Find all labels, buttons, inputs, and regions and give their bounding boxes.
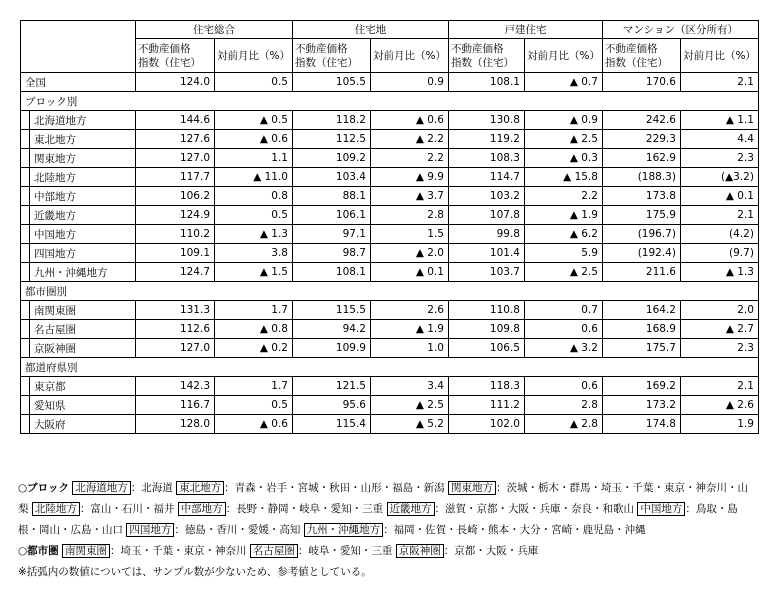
index-value-cell: 162.9 — [602, 149, 680, 168]
section-label: 都市圏別 — [21, 282, 759, 301]
yoy-value-cell: ▲ 1.3 — [680, 263, 758, 282]
metro-name-box: 京阪神圏 — [396, 544, 444, 558]
yoy-value-cell: ▲ 5.2 — [370, 415, 448, 434]
yoy-column-header: 対前月比（%） — [215, 39, 293, 73]
index-value-cell: 124.7 — [136, 263, 215, 282]
block-name-box: 四国地方 — [126, 523, 174, 537]
yoy-value-cell: ▲ 1.3 — [215, 225, 293, 244]
block-prefectures: ：鳥取・島根・岡山・広島・山口 — [18, 503, 738, 536]
index-value-cell: 170.6 — [602, 73, 680, 92]
index-value-cell: 112.5 — [292, 130, 370, 149]
index-value-cell: 115.5 — [292, 301, 370, 320]
index-value-cell: 98.7 — [292, 244, 370, 263]
yoy-column-header: 対前月比（%） — [370, 39, 448, 73]
index-value-cell: 101.4 — [448, 244, 524, 263]
yoy-value-cell: 2.1 — [680, 206, 758, 225]
index-value-cell: 106.5 — [448, 339, 524, 358]
indent-cell — [21, 263, 30, 282]
yoy-value-cell: 2.2 — [524, 187, 602, 206]
index-value-cell: (192.4) — [602, 244, 680, 263]
yoy-value-cell: ▲ 0.2 — [215, 339, 293, 358]
index-value-cell: 127.6 — [136, 130, 215, 149]
index-value-cell: 109.9 — [292, 339, 370, 358]
yoy-value-cell: 4.4 — [680, 130, 758, 149]
indent-cell — [21, 339, 30, 358]
index-value-cell: 118.2 — [292, 111, 370, 130]
section-row — [21, 282, 759, 301]
index-value-cell: 108.1 — [448, 73, 524, 92]
block-prefectures: ：茨城・栃木・群馬・埼玉・千葉・東京・神奈川・山梨 — [18, 482, 748, 515]
index-column-header — [602, 39, 680, 73]
indent-cell — [21, 320, 30, 339]
indent-cell — [21, 206, 30, 225]
footnote: ※括弧内の数値については、サンプル数が少ないため、参考値としている。 — [18, 566, 372, 578]
yoy-value-cell: 2.3 — [680, 339, 758, 358]
row-label: 愛知県 — [30, 396, 136, 415]
yoy-value-cell: 5.9 — [524, 244, 602, 263]
table-row — [21, 339, 759, 358]
yoy-value-cell: ▲ 1.1 — [680, 111, 758, 130]
table-row — [21, 187, 759, 206]
index-value-cell: 168.9 — [602, 320, 680, 339]
row-label: 近畿地方 — [30, 206, 136, 225]
yoy-value-cell: ▲ 2.7 — [680, 320, 758, 339]
block-prefectures: ：長野・静岡・岐阜・愛知・三重 — [225, 503, 384, 515]
yoy-value-cell: 0.6 — [524, 320, 602, 339]
index-header-line: 指数（住宅） — [604, 56, 668, 69]
block-name-box: 中国地方 — [637, 502, 685, 516]
index-value-cell: 95.6 — [292, 396, 370, 415]
yoy-value-cell: ▲ 15.8 — [524, 168, 602, 187]
yoy-value-cell: 1.5 — [370, 225, 448, 244]
index-header-line: 不動産価格 — [138, 42, 191, 55]
row-label: 中国地方 — [30, 225, 136, 244]
yoy-value-cell: ▲ 0.5 — [215, 111, 293, 130]
indent-cell — [21, 377, 30, 396]
block-notes — [18, 478, 758, 541]
yoy-value-cell: 1.0 — [370, 339, 448, 358]
yoy-value-cell: 2.2 — [370, 149, 448, 168]
block-name-box: 九州・沖縄地方 — [304, 523, 384, 537]
table-row — [21, 111, 759, 130]
index-value-cell: 94.2 — [292, 320, 370, 339]
index-value-cell: 106.1 — [292, 206, 370, 225]
index-value-cell: 102.0 — [448, 415, 524, 434]
indent-cell — [21, 225, 30, 244]
block-notes-heading: ○ブロック — [18, 482, 69, 494]
yoy-value-cell: ▲ 2.5 — [370, 396, 448, 415]
index-header-line: 不動産価格 — [604, 42, 658, 55]
yoy-value-cell: 2.8 — [370, 206, 448, 225]
index-value-cell: (196.7) — [602, 225, 680, 244]
index-value-cell: 173.2 — [602, 396, 680, 415]
index-value-cell: 110.8 — [448, 301, 524, 320]
index-value-cell: 107.8 — [448, 206, 524, 225]
yoy-value-cell: ▲ 0.6 — [370, 111, 448, 130]
yoy-value-cell: (▲3.2) — [680, 168, 758, 187]
yoy-value-cell: ▲ 2.6 — [680, 396, 758, 415]
block-prefectures: ：富山・石川・福井 — [79, 503, 175, 515]
index-header-line: 指数（住宅） — [294, 56, 358, 69]
indent-cell — [21, 301, 30, 320]
section-label: 都道府県別 — [21, 358, 759, 377]
index-value-cell: 128.0 — [136, 415, 215, 434]
table-row — [21, 149, 759, 168]
yoy-value-cell: 0.6 — [524, 377, 602, 396]
yoy-value-cell: ▲ 1.5 — [215, 263, 293, 282]
yoy-value-cell: ▲ 2.2 — [370, 130, 448, 149]
group-header: 戸建住宅 — [448, 21, 602, 39]
metro-notes — [18, 541, 758, 562]
yoy-value-cell: ▲ 2.8 — [524, 415, 602, 434]
notes-section — [18, 478, 758, 583]
indent-cell — [21, 149, 30, 168]
index-value-cell: 103.2 — [448, 187, 524, 206]
yoy-value-cell: 1.9 — [680, 415, 758, 434]
yoy-value-cell: ▲ 0.1 — [680, 187, 758, 206]
block-prefectures: ：北海道 — [130, 482, 173, 494]
index-value-cell: 109.2 — [292, 149, 370, 168]
yoy-value-cell: 3.8 — [215, 244, 293, 263]
index-value-cell: 103.7 — [448, 263, 524, 282]
yoy-column-header: 対前月比（%） — [680, 39, 758, 73]
yoy-value-cell: ▲ 0.6 — [215, 130, 293, 149]
index-value-cell: 103.4 — [292, 168, 370, 187]
index-value-cell: 114.7 — [448, 168, 524, 187]
row-label: 大阪府 — [30, 415, 136, 434]
metro-prefectures: ：京都・大阪・兵庫 — [443, 545, 539, 557]
index-value-cell: 127.0 — [136, 149, 215, 168]
indent-cell — [21, 396, 30, 415]
yoy-value-cell: ▲ 0.1 — [370, 263, 448, 282]
block-name-box: 北海道地方 — [72, 481, 131, 495]
indent-cell — [21, 111, 30, 130]
block-name-box: 関東地方 — [448, 481, 496, 495]
yoy-value-cell: ▲ 1.9 — [370, 320, 448, 339]
row-label: 中部地方 — [30, 187, 136, 206]
indent-cell — [21, 415, 30, 434]
yoy-value-cell: 0.9 — [370, 73, 448, 92]
yoy-value-cell: ▲ 6.2 — [524, 225, 602, 244]
index-value-cell: 117.7 — [136, 168, 215, 187]
metro-name-box: 南関東圏 — [62, 544, 110, 558]
index-value-cell: 144.6 — [136, 111, 215, 130]
index-value-cell: 105.5 — [292, 73, 370, 92]
metro-prefectures: ：岐阜・愛知・三重 — [297, 545, 393, 557]
yoy-value-cell: ▲ 2.5 — [524, 263, 602, 282]
index-value-cell: 118.3 — [448, 377, 524, 396]
index-value-cell: 173.8 — [602, 187, 680, 206]
corner-cell — [21, 21, 136, 73]
index-value-cell: 106.2 — [136, 187, 215, 206]
row-label: 南関東圏 — [30, 301, 136, 320]
yoy-value-cell: ▲ 1.9 — [524, 206, 602, 225]
metro-notes-heading: ○都市圏 — [18, 545, 59, 557]
block-prefectures: ：青森・岩手・宮城・秋田・山形・福島・新潟 — [224, 482, 445, 494]
row-label: 北陸地方 — [30, 168, 136, 187]
index-value-cell: 175.7 — [602, 339, 680, 358]
table-row — [21, 320, 759, 339]
yoy-value-cell: ▲ 3.2 — [524, 339, 602, 358]
price-index-table — [20, 20, 759, 434]
index-value-cell: 131.3 — [136, 301, 215, 320]
table-row — [21, 244, 759, 263]
block-prefectures: ：滋賀・京都・大阪・兵庫・奈良・和歌山 — [434, 503, 635, 515]
index-column-header — [136, 39, 215, 73]
section-row — [21, 358, 759, 377]
row-label: 四国地方 — [30, 244, 136, 263]
index-value-cell: 88.1 — [292, 187, 370, 206]
index-header-line: 指数（住宅） — [138, 56, 201, 69]
index-value-cell: 229.3 — [602, 130, 680, 149]
indent-cell — [21, 168, 30, 187]
row-label: 東京都 — [30, 377, 136, 396]
indent-cell — [21, 244, 30, 263]
index-value-cell: (188.3) — [602, 168, 680, 187]
yoy-value-cell: ▲ 0.7 — [524, 73, 602, 92]
index-value-cell: 121.5 — [292, 377, 370, 396]
yoy-value-cell: 2.0 — [680, 301, 758, 320]
group-header: マンション（区分所有） — [602, 21, 758, 39]
group-header: 住宅総合 — [136, 21, 293, 39]
index-value-cell: 124.9 — [136, 206, 215, 225]
table-row — [21, 263, 759, 282]
index-value-cell: 169.2 — [602, 377, 680, 396]
block-name-box: 近畿地方 — [387, 502, 435, 516]
table-row — [21, 73, 759, 92]
yoy-value-cell: 0.5 — [215, 73, 293, 92]
yoy-value-cell: ▲ 0.6 — [215, 415, 293, 434]
metro-name-box: 名古屋圏 — [250, 544, 298, 558]
row-label: 名古屋圏 — [30, 320, 136, 339]
index-value-cell: 119.2 — [448, 130, 524, 149]
index-value-cell: 110.2 — [136, 225, 215, 244]
yoy-value-cell: ▲ 0.3 — [524, 149, 602, 168]
index-column-header — [448, 39, 524, 73]
yoy-value-cell: 2.6 — [370, 301, 448, 320]
section-row — [21, 92, 759, 111]
index-value-cell: 116.7 — [136, 396, 215, 415]
index-value-cell: 112.6 — [136, 320, 215, 339]
indent-cell — [21, 130, 30, 149]
index-value-cell: 109.8 — [448, 320, 524, 339]
yoy-value-cell: ▲ 0.8 — [215, 320, 293, 339]
index-value-cell: 111.2 — [448, 396, 524, 415]
row-label: 全国 — [21, 73, 136, 92]
block-prefectures: ：福岡・佐賀・長崎・熊本・大分・宮崎・鹿児島・沖縄 — [383, 524, 646, 536]
index-column-header — [292, 39, 370, 73]
table-row — [21, 396, 759, 415]
yoy-value-cell: ▲ 11.0 — [215, 168, 293, 187]
row-label: 北海道地方 — [30, 111, 136, 130]
index-header-line: 不動産価格 — [450, 42, 504, 55]
index-value-cell: 124.0 — [136, 73, 215, 92]
section-label: ブロック別 — [21, 92, 759, 111]
index-value-cell: 174.8 — [602, 415, 680, 434]
yoy-value-cell: (4.2) — [680, 225, 758, 244]
index-value-cell: 211.6 — [602, 263, 680, 282]
yoy-value-cell: 0.5 — [215, 396, 293, 415]
table-row — [21, 377, 759, 396]
row-label: 東北地方 — [30, 130, 136, 149]
yoy-value-cell: ▲ 0.9 — [524, 111, 602, 130]
yoy-value-cell: 2.1 — [680, 73, 758, 92]
yoy-value-cell: 1.7 — [215, 377, 293, 396]
yoy-value-cell: 3.4 — [370, 377, 448, 396]
index-value-cell: 142.3 — [136, 377, 215, 396]
index-value-cell: 130.8 — [448, 111, 524, 130]
table-row — [21, 168, 759, 187]
index-value-cell: 115.4 — [292, 415, 370, 434]
index-header-line: 不動産価格 — [294, 42, 348, 55]
block-prefectures: ：徳島・香川・愛媛・高知 — [174, 524, 301, 536]
table-row — [21, 206, 759, 225]
metro-prefectures: ：埼玉・千葉・東京・神奈川 — [110, 545, 247, 557]
yoy-value-cell: ▲ 9.9 — [370, 168, 448, 187]
row-label: 九州・沖縄地方 — [30, 263, 136, 282]
yoy-value-cell: 2.8 — [524, 396, 602, 415]
yoy-value-cell: ▲ 2.0 — [370, 244, 448, 263]
row-label: 関東地方 — [30, 149, 136, 168]
group-header: 住宅地 — [292, 21, 448, 39]
index-value-cell: 97.1 — [292, 225, 370, 244]
index-value-cell: 108.1 — [292, 263, 370, 282]
yoy-value-cell: 0.5 — [215, 206, 293, 225]
index-value-cell: 127.0 — [136, 339, 215, 358]
table-row — [21, 301, 759, 320]
row-label: 京阪神圏 — [30, 339, 136, 358]
table-row — [21, 225, 759, 244]
block-name-box: 東北地方 — [176, 481, 224, 495]
index-value-cell: 175.9 — [602, 206, 680, 225]
indent-cell — [21, 187, 30, 206]
index-value-cell: 164.2 — [602, 301, 680, 320]
yoy-value-cell: ▲ 2.5 — [524, 130, 602, 149]
index-value-cell: 108.3 — [448, 149, 524, 168]
yoy-value-cell: ▲ 3.7 — [370, 187, 448, 206]
index-header-line: 指数（住宅） — [450, 56, 514, 69]
table-row — [21, 415, 759, 434]
yoy-value-cell: (9.7) — [680, 244, 758, 263]
index-value-cell: 242.6 — [602, 111, 680, 130]
yoy-value-cell: 1.7 — [215, 301, 293, 320]
block-name-box: 中部地方 — [178, 502, 226, 516]
yoy-column-header: 対前月比（%） — [524, 39, 602, 73]
block-name-box: 北陸地方 — [32, 502, 80, 516]
index-value-cell: 99.8 — [448, 225, 524, 244]
index-value-cell: 109.1 — [136, 244, 215, 263]
yoy-value-cell: 2.1 — [680, 377, 758, 396]
yoy-value-cell: 2.3 — [680, 149, 758, 168]
table-row — [21, 130, 759, 149]
yoy-value-cell: 0.7 — [524, 301, 602, 320]
yoy-value-cell: 0.8 — [215, 187, 293, 206]
yoy-value-cell: 1.1 — [215, 149, 293, 168]
